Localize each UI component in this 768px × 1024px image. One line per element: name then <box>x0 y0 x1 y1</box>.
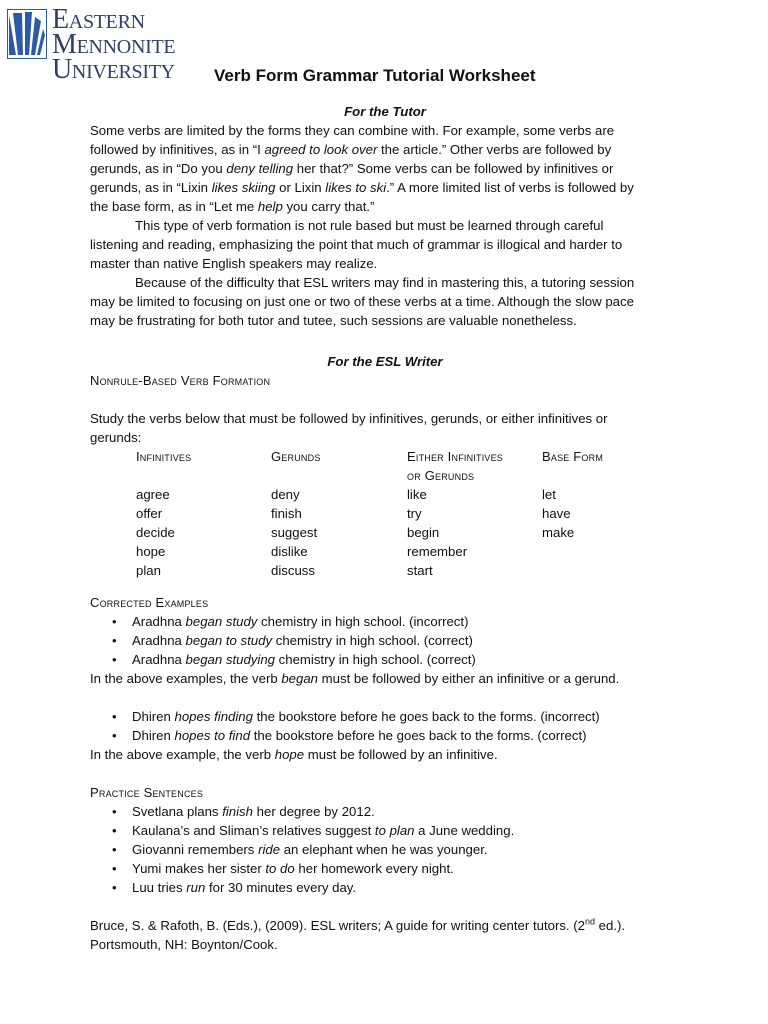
text-line: listening and reading, emphasizing the point that much of grammar is illogical and harder to <box>90 237 623 252</box>
column-header: Either Infinitives <box>407 449 503 464</box>
page-title: Verb Form Grammar Tutorial Worksheet <box>214 66 536 85</box>
text-line: Because of the difficulty that ESL writers may find in mastering this, a tutoring session <box>135 275 635 290</box>
list-item: • Kaulana’s and Sliman’s relatives suggest to plan a June wedding. <box>90 821 680 840</box>
list-item: • Aradhna began study chemistry in high school. (incorrect) <box>90 612 680 631</box>
verb-item: have <box>542 506 571 521</box>
verb-column-either <box>407 447 503 580</box>
verb-item: make <box>542 525 575 540</box>
corrected-examples-heading: Corrected Examples <box>90 595 209 610</box>
text-line: This type of verb formation is not rule based but must be learned through careful <box>135 218 604 233</box>
nonrule-subheading: Nonrule-Based Verb Formation <box>90 373 271 388</box>
citation-line: Bruce, S. & Rafoth, B. (Eds.), (2009). ESL writers; A guide for writing center tutors. (2nd ed.). <box>90 916 626 933</box>
citation-line: Portsmouth, NH: Boynton/Cook. <box>90 937 278 952</box>
list-item: • Yumi makes her sister to do her homework every night. <box>90 859 680 878</box>
verb-column-infinitives <box>136 447 191 580</box>
list-item: • Aradhna began to study chemistry in high school. (correct) <box>90 631 680 650</box>
text-line: master than native English speakers may realize. <box>90 256 378 271</box>
verb-item: plan <box>136 563 161 578</box>
text-line: gerunds, as in “Lixin likes skiing or Lixin likes to ski.” A more limited list of verbs is followed by <box>90 180 634 195</box>
tutor-paragraph-3 <box>90 273 680 330</box>
verb-item: start <box>407 563 433 578</box>
column-header: Infinitives <box>136 449 192 464</box>
verb-item: suggest <box>271 525 318 540</box>
study-text-line: Study the verbs below that must be followed by infinitives, gerunds, or either infinitives or <box>90 411 608 426</box>
verb-item: hope <box>136 544 166 559</box>
verb-item: begin <box>407 525 440 540</box>
text-line: followed by infinitives, as in “I agreed to look over the article.” Other verbs are followed by <box>90 142 612 157</box>
writer-heading: For the ESL Writer <box>327 354 443 369</box>
verb-item: agree <box>136 487 170 502</box>
verb-item: offer <box>136 506 163 521</box>
tutor-paragraph-1 <box>90 121 680 216</box>
list-item: • Svetlana plans finish her degree by 2012. <box>90 802 680 821</box>
text-line: Some verbs are limited by the forms they can combine with. For example, some verbs are <box>90 123 615 138</box>
practice-sentences-heading: Practice Sentences <box>90 785 204 800</box>
text-line: may be frustrating for both tutor and tutee, such sessions are valuable nonetheless. <box>90 313 577 328</box>
list-item: • Luu tries run for 30 minutes every day. <box>90 878 680 897</box>
logo-line-1: Eastern <box>52 4 145 35</box>
list-item: • Dhiren hopes to find the bookstore before he goes back to the forms. (correct) <box>90 726 680 745</box>
verb-item: deny <box>271 487 300 502</box>
verb-item: decide <box>136 525 175 540</box>
example-note: In the above examples, the verb began must be followed by either an infinitive or a gerund. <box>90 671 620 686</box>
document-body <box>90 102 680 954</box>
verb-table <box>90 447 680 581</box>
verb-item: let <box>542 487 556 502</box>
example-note: In the above example, the verb hope must be followed by an infinitive. <box>90 747 498 762</box>
column-header: Base Form <box>542 449 604 464</box>
list-item: • Giovanni remembers ride an elephant when he was younger. <box>90 840 680 859</box>
verb-item: discuss <box>271 563 315 578</box>
text-line: the base form, as in “Let me help you carry that.” <box>90 199 375 214</box>
verb-item: like <box>407 487 427 502</box>
verb-item: try <box>407 506 422 521</box>
text-line: gerunds, as in “Do you deny telling her that?” Some verbs can be followed by infinitives or <box>90 161 614 176</box>
university-seal-icon <box>7 9 47 59</box>
verb-item: finish <box>271 506 302 521</box>
column-header: Gerunds <box>271 449 321 464</box>
verb-item: remember <box>407 544 468 559</box>
logo-line-3: University <box>52 54 175 85</box>
study-text-line: gerunds: <box>90 430 142 445</box>
list-item: • Aradhna began studying chemistry in high school. (correct) <box>90 650 680 669</box>
logo-line-2: Mennonite <box>52 29 176 60</box>
list-item: • Dhiren hopes finding the bookstore before he goes back to the forms. (incorrect) <box>90 707 680 726</box>
verb-column-base-form <box>542 447 603 542</box>
tutor-paragraph-2 <box>90 216 680 273</box>
column-header: or Gerunds <box>407 468 475 483</box>
university-logo-text <box>52 4 176 85</box>
verb-item: dislike <box>271 544 308 559</box>
text-line: may be limited to focusing on just one or two of these verbs at a time. Although the slow pace <box>90 294 634 309</box>
tutor-heading: For the Tutor <box>344 104 426 119</box>
verb-column-gerunds <box>271 447 321 580</box>
